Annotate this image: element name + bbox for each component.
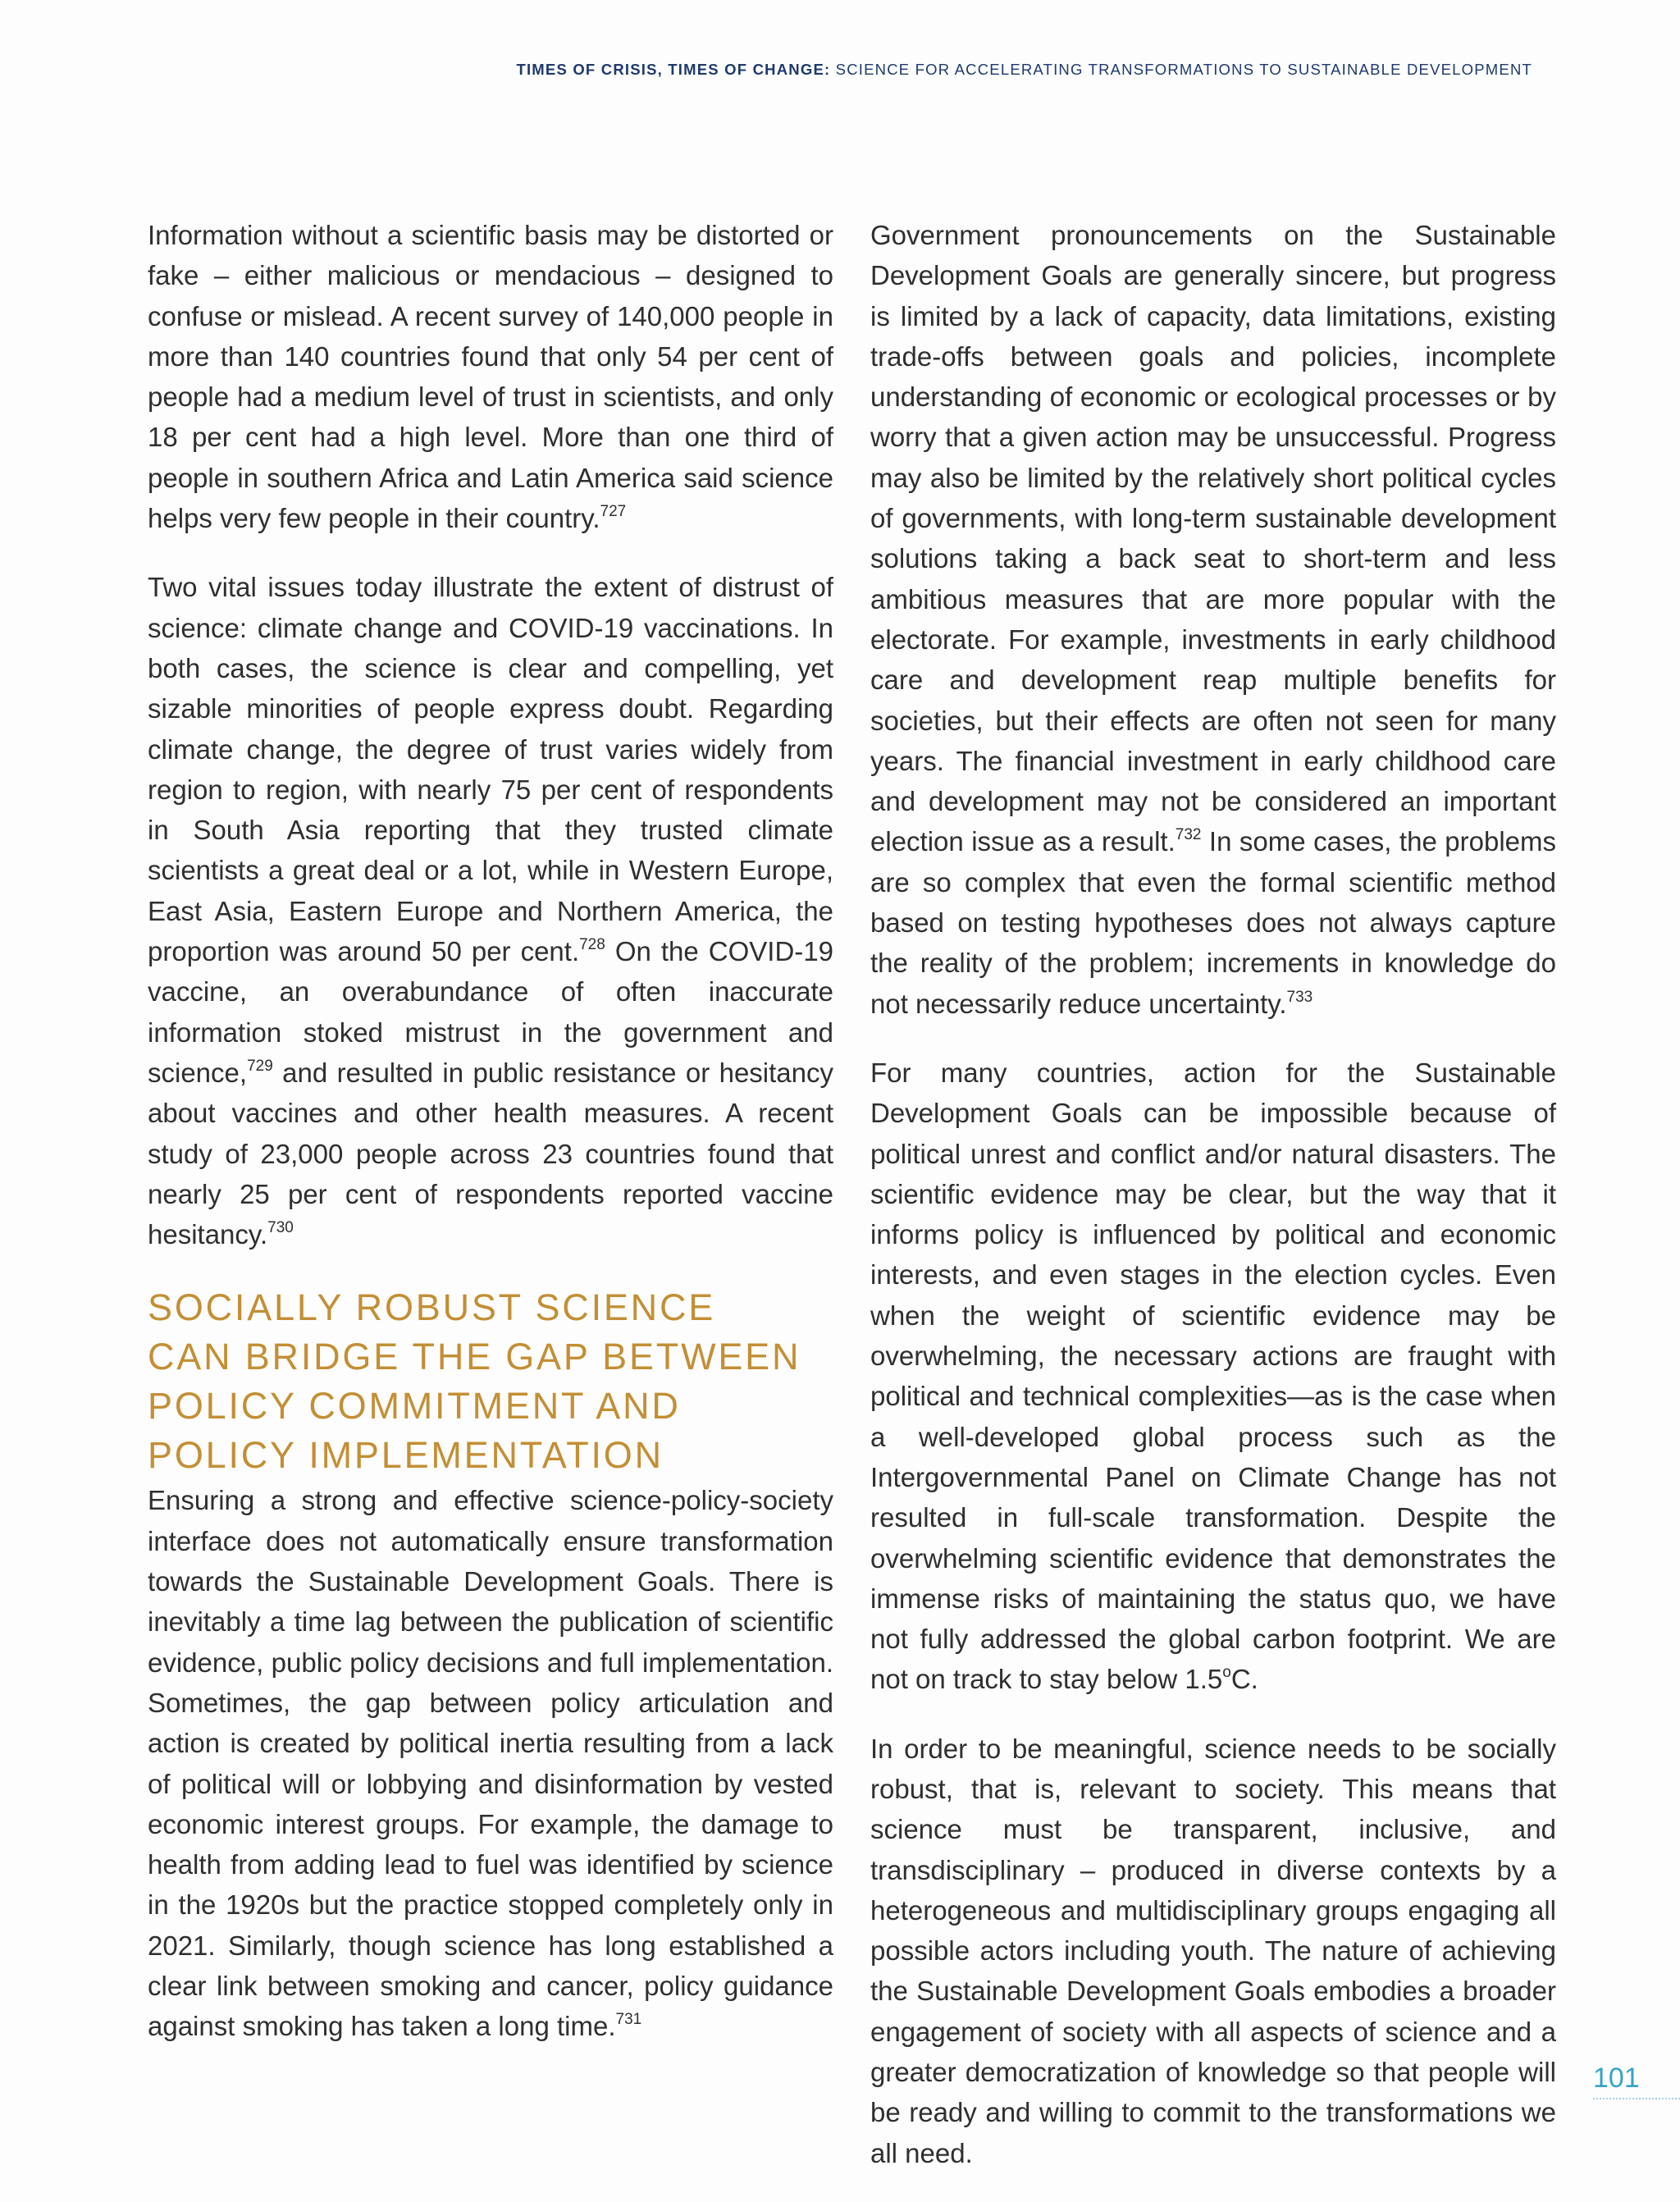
- running-header-title: TIMES OF CRISIS, TIMES OF CHANGE:: [516, 61, 831, 78]
- paragraph-distrust-issues: [148, 567, 833, 1254]
- paragraph-text: In some cases, the problems are so complex that even the formal scientific method based on testing hypotheses does not always capture the reality of the problem; increments in knowledge do not necessarily reduce uncertainty.: [870, 826, 1557, 1019]
- paragraph-policy-gap: [148, 1480, 833, 2046]
- paragraph-government-pronouncements: [870, 215, 1556, 1024]
- footnote-ref[interactable]: 728: [579, 936, 605, 954]
- section-heading: [148, 1283, 833, 1480]
- paragraph-trust-survey: [148, 215, 833, 538]
- section-heading-line: SOCIALLY ROBUST SCIENCE: [148, 1286, 716, 1329]
- paragraph-text: and resulted in public resistance or hesitancy about vaccines and other health measures. A recent study of 23,000 people across 23 countries found that nearly 25 per cent of respondents reported vaccine hesitancy.: [148, 1057, 833, 1250]
- paragraph-text: C.: [1230, 1664, 1258, 1695]
- left-column: [148, 215, 833, 2076]
- paragraph-text: On the COVID-19 vaccine, an overabundance of often inaccurate information stoked mistrust in the government and science,: [148, 936, 833, 1088]
- page-number-rule: [1593, 2098, 1680, 2099]
- paragraph-text: Government pronouncements on the Sustainable Development Goals are generally sincere, but progress is limited by a lack of capacity, data limitations, existing trade-offs between goals and policies, incomplete understanding of economic or ecological processes or by worry that a given action may be unsuccessful. Progress may also be limited by the relatively short political cycles of governments, with long-term sustainable development solutions taking a back seat to short-term and less ambitious measures that are more popular with the electorate. For example, investments in early childhood care and development reap multiple benefits for societies, but their effects are often not seen for many years. The financial investment in early childhood care and development may not be considered an important election issue as a result.: [870, 220, 1556, 857]
- paragraph-text: Information without a scientific basis may be distorted or fake – either malicious or mendacious – designed to confuse or mislead. A recent survey of 140,000 people in more than 140 countries found that only 54 per cent of people had a medium level of trust in scientists, and only 18 per cent had a high level. More than one third of people in southern Africa and Latin America said science helps very few people in their country.: [148, 220, 833, 534]
- paragraph-socially-robust: [870, 1729, 1556, 2173]
- page-number: 101: [1593, 2063, 1640, 2094]
- degree-symbol: o: [1222, 1664, 1231, 1682]
- footnote-ref[interactable]: 730: [267, 1219, 294, 1237]
- paragraph-text: Ensuring a strong and effective science-policy-society interface does not automatically ensure transformation towards the Sustainable Development Goals. There is inevitably a time lag between the publication of scientific evidence, public policy decisions and full implementation. Sometimes, the gap between policy articulation and action is created by political inertia resulting from a lack of political will or lobbying and disinformation by vested economic interest groups. For example, the damage to health from adding lead to fuel was identified by science in the 1920s but the practice stopped completely only in 2021. Similarly, though science has long established a clear link between smoking and cancer, policy guidance against smoking has taken a long time.: [148, 1485, 833, 2042]
- section-heading-line: CAN BRIDGE THE GAP BETWEEN: [148, 1336, 801, 1378]
- right-column: [870, 215, 1556, 2202]
- footnote-ref[interactable]: 733: [1286, 988, 1313, 1006]
- paragraph-text: Two vital issues today illustrate the extent of distrust of science: climate change and COVID-19 vaccinations. In both cases, the science is clear and compelling, yet sizable minorities of people express doubt. Regarding climate change, the degree of trust varies widely from region to region, with nearly 75 per cent of respondents in South Asia reporting that they trusted climate scientists a great deal or a lot, while in Western Europe, East Asia, Eastern Europe and Northern America, the proportion was around 50 per cent.: [148, 572, 833, 967]
- running-header: [0, 61, 1532, 79]
- paragraph-political-unrest: [870, 1053, 1556, 1700]
- footnote-ref[interactable]: 729: [247, 1057, 273, 1075]
- running-header-subtitle: SCIENCE FOR ACCELERATING TRANSFORMATIONS TO SUSTAINABLE DEVELOPMENT: [830, 61, 1532, 78]
- section-heading-line: POLICY IMPLEMENTATION: [148, 1434, 664, 1477]
- paragraph-text: For many countries, action for the Sustainable Development Goals can be impossible because of political unrest and conflict and/or natural disasters. The scientific evidence may be clear, but the way that it informs policy is influenced by political and economic interests, and even stages in the election cycles. Even when the weight of scientific evidence may be overwhelming, the necessary actions are fraught with political and technical complexities—as is the case when a well-developed global process such as the Intergovernmental Panel on Climate Change has not resulted in full-scale transformation. Despite the overwhelming scientific evidence that demonstrates the immense risks of maintaining the status quo, we have not fully addressed the global carbon footprint. We are not on track to stay below 1.5: [870, 1057, 1556, 1695]
- section-heading-line: POLICY COMMITMENT AND: [148, 1385, 681, 1428]
- footnote-ref[interactable]: 732: [1175, 826, 1202, 844]
- footnote-ref[interactable]: 731: [615, 2011, 642, 2029]
- footnote-ref[interactable]: 727: [600, 503, 627, 521]
- paragraph-text: In order to be meaningful, science needs to be socially robust, that is, relevant to society. This means that science must be transparent, inclusive, and transdisciplinary – produced in diverse contexts by a heterogeneous and multidisciplinary groups engaging all possible actors including youth. The nature of achieving the Sustainable Development Goals embodies a broader engagement of society with all aspects of science and a greater democratization of knowledge so that people will be ready and willing to commit to the transformations we all need.: [870, 1733, 1556, 2168]
